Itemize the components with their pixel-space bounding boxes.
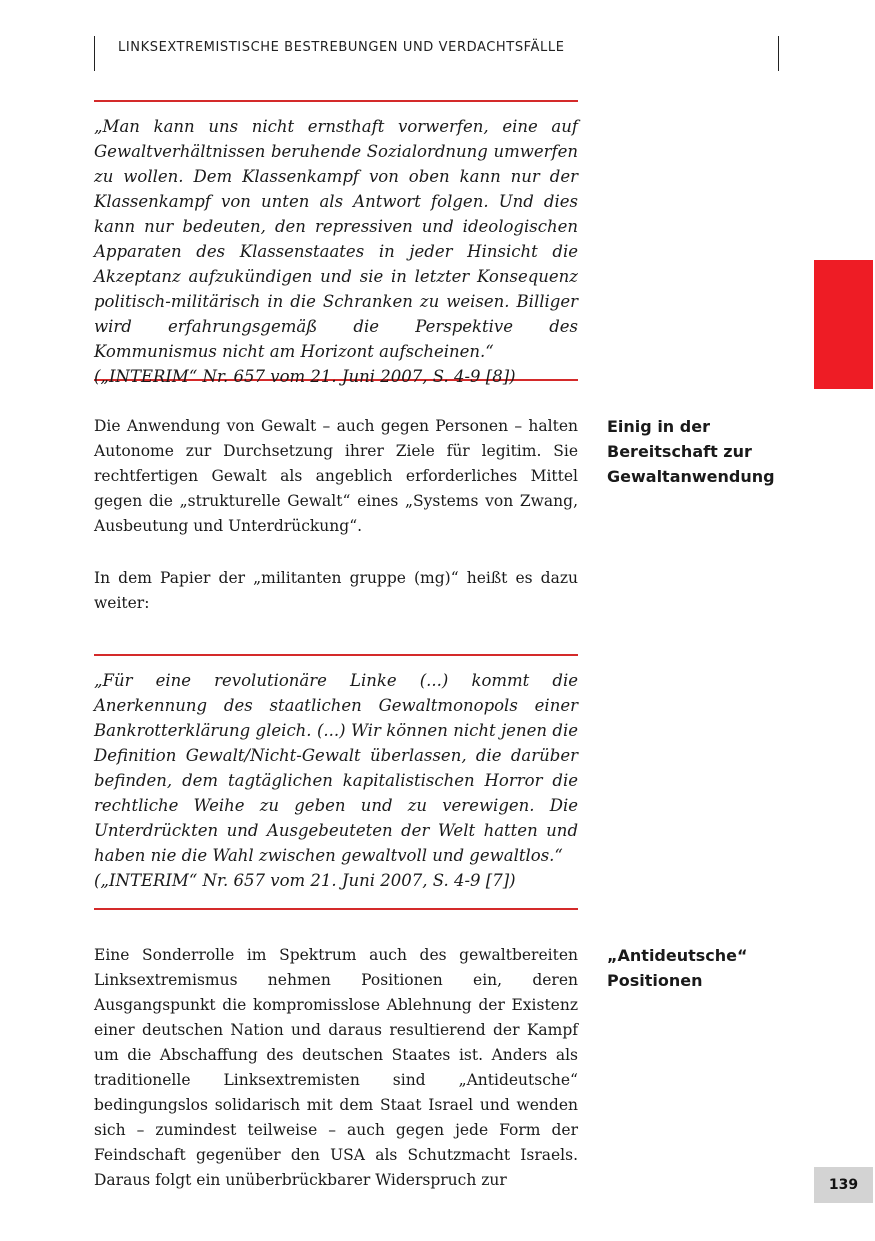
margin-heading-antideutsche: „Antideutsche“ Positionen bbox=[607, 946, 748, 990]
paragraph-mg-intro: In dem Papier der „militanten gruppe (mg)“ heißt es dazu weiter: bbox=[94, 569, 578, 612]
page-number: 139 bbox=[814, 1167, 873, 1203]
quote-box-2 bbox=[94, 654, 578, 910]
header-rule-right bbox=[778, 36, 779, 71]
paragraph-violence-legitimacy: Die Anwendung von Gewalt – auch gegen Personen – halten Autonome zur Durchsetzung ihrer Ziele für legitim. Sie rechtfertigen Gewalt als angeblich erforderliches Mittel gegen die „strukturelle Gewalt“ eines „Systems von Zwang, Ausbeutung und Unterdrückung“. bbox=[94, 417, 578, 535]
quote-1-source: („INTERIM“ Nr. 657 vom 21. Juni 2007, S. 4-9 [8]) bbox=[94, 367, 516, 386]
quote-2-source: („INTERIM“ Nr. 657 vom 21. Juni 2007, S. 4-9 [7]) bbox=[94, 871, 516, 890]
header-rule-left bbox=[94, 36, 95, 71]
quote-1-text: „Man kann uns nicht ernsthaft vorwerfen, eine auf Gewaltverhältnissen beruhende Sozialordnung umwerfen zu wollen. Dem Klassenkampf von oben kann nur der Klassenkampf von unten als Antwort folgen. Und dies kann nur bedeuten, den repressiven und ideologischen Apparaten des Klassenstaates in jeder Hinsicht die Akzeptanz aufzukündigen und sie in letzter Konsequenz politisch-militärisch in die Schranken zu weisen. Billiger wird erfahrungsgemäß die Perspektive des Kommunismus nicht am Horizont aufscheinen.“ bbox=[94, 117, 578, 361]
chapter-tab-marker bbox=[814, 260, 873, 389]
paragraph-antideutsche: Eine Sonderrolle im Spektrum auch des gewaltbereiten Linksextremismus nehmen Positionen ein, deren Ausgangspunkt die kompromisslose Ablehnung der Existenz einer deutschen Nation und daraus resultierend der Kampf um die Abschaffung des deutschen Staates ist. Anders als traditionelle Linksextremisten sind „Antideutsche“ bedingungslos solidarisch mit dem Staat Israel und wenden sich – zumindest teilweise – auch gegen jede Form der Feindschaft gegenüber den USA als Schutzmacht Israels. Daraus folgt ein unüberbrückbarer Widerspruch zur bbox=[94, 946, 578, 1189]
running-title: LINKSEXTREMISTISCHE BESTREBUNGEN UND VERDACHTSFÄLLE bbox=[118, 40, 565, 55]
quote-box-1 bbox=[94, 100, 578, 386]
margin-heading-violence: Einig in der Bereitschaft zur Gewaltanwendung bbox=[607, 417, 775, 486]
quote-2-text: „Für eine revolutionäre Linke (...) kommt die Anerkennung des staatlichen Gewaltmonopols einer Bankrotterklärung gleich. (...) Wir können nicht jenen die Definition Gewalt/Nicht-Gewalt überlassen, die darüber befinden, dem tagtäglichen kapitalistischen Horror die rechtliche Weihe zu geben und zu verewigen. Die Unterdrückten und Ausgebeuteten der Welt hatten und haben nie die Wahl zwischen gewaltvoll und gewaltlos.“ bbox=[94, 671, 578, 865]
